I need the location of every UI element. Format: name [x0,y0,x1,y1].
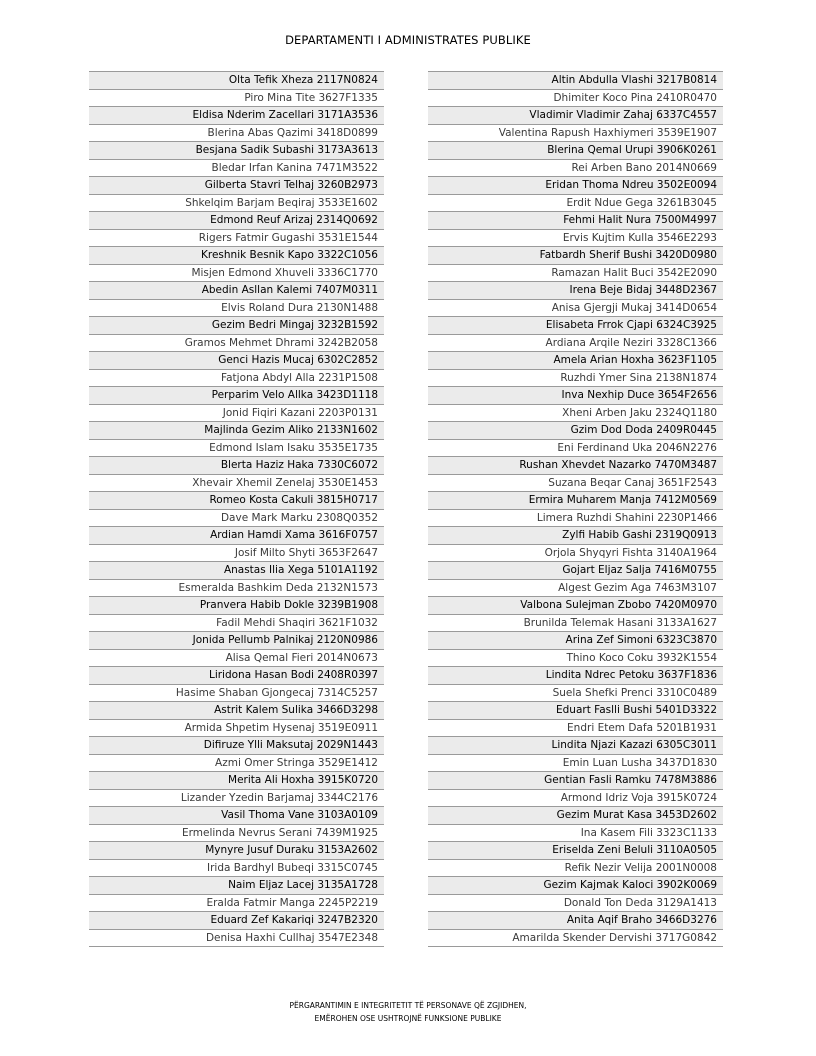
list-row: Rigers Fatmir Gugashi 3531E1544 [89,230,384,248]
list-row: Ervis Kujtim Kulla 3546E2293 [428,230,723,248]
list-row: Eni Ferdinand Uka 2046N2276 [428,440,723,458]
list-row: Ermelinda Nevrus Serani 7439M1925 [89,825,384,843]
list-row: Fatbardh Sherif Bushi 3420D0980 [428,247,723,265]
list-row: Piro Mina Tite 3627F1335 [89,90,384,108]
list-row: Emin Luan Lusha 3437D1830 [428,755,723,773]
list-row: Denisa Haxhi Cullhaj 3547E2348 [89,930,384,948]
list-row: Gojart Eljaz Salja 7416M0755 [428,562,723,580]
list-row: Inva Nexhip Duce 3654F2656 [428,387,723,405]
list-row: Amela Arian Hoxha 3623F1105 [428,352,723,370]
list-row: Edmond Reuf Arizaj 2314Q0692 [89,212,384,230]
list-row: Zylfi Habib Gashi 2319Q0913 [428,527,723,545]
list-row: Dhimiter Koco Pina 2410R0470 [428,90,723,108]
list-row: Vasil Thoma Vane 3103A0109 [89,807,384,825]
list-row: Refik Nezir Velija 2001N0008 [428,860,723,878]
list-row: Suzana Beqar Canaj 3651F2543 [428,475,723,493]
list-row: Elisabeta Frrok Cjapi 6324C3925 [428,317,723,335]
list-row: Endri Etem Dafa 5201B1931 [428,720,723,738]
list-row: Ina Kasem Fili 3323C1133 [428,825,723,843]
list-row: Rushan Xhevdet Nazarko 7470M3487 [428,457,723,475]
list-row: Erdit Ndue Gega 3261B3045 [428,195,723,213]
list-row: Xheni Arben Jaku 2324Q1180 [428,405,723,423]
list-row: Jonida Pellumb Palnikaj 2120N0986 [89,632,384,650]
list-row: Ramazan Halit Buci 3542E2090 [428,265,723,283]
list-row: Anita Aqif Braho 3466D3276 [428,912,723,930]
list-row: Liridona Hasan Bodi 2408R0397 [89,667,384,685]
list-row: Besjana Sadik Subashi 3173A3613 [89,142,384,160]
list-row: Thino Koco Coku 3932K1554 [428,650,723,668]
list-row: Dave Mark Marku 2308Q0352 [89,510,384,528]
list-row: Lindita Ndrec Petoku 3637F1836 [428,667,723,685]
list-row: Eridan Thoma Ndreu 3502E0094 [428,177,723,195]
list-row: Ardian Hamdi Xama 3616F0757 [89,527,384,545]
list-row: Xhevair Xhemil Zenelaj 3530E1453 [89,475,384,493]
list-row: Ruzhdi Ymer Sina 2138N1874 [428,370,723,388]
list-row: Gentian Fasli Ramku 7478M3886 [428,772,723,790]
list-row: Alisa Qemal Fieri 2014N0673 [89,650,384,668]
list-row: Majlinda Gezim Aliko 2133N1602 [89,422,384,440]
list-row: Gzim Dod Doda 2409R0445 [428,422,723,440]
list-row: Blerina Qemal Urupi 3906K0261 [428,142,723,160]
list-row: Lizander Yzedin Barjamaj 3344C2176 [89,790,384,808]
list-row: Irena Beje Bidaj 3448D2367 [428,282,723,300]
list-row: Azmi Omer Stringa 3529E1412 [89,755,384,773]
list-row: Armond Idriz Voja 3915K0724 [428,790,723,808]
list-row: Shkelqim Barjam Beqiraj 3533E1602 [89,195,384,213]
list-row: Orjola Shyqyri Fishta 3140A1964 [428,545,723,563]
list-row: Elvis Roland Dura 2130N1488 [89,300,384,318]
list-row: Jonid Fiqiri Kazani 2203P0131 [89,405,384,423]
list-row: Edmond Islam Isaku 3535E1735 [89,440,384,458]
right-name-list [428,71,723,947]
list-row: Mynyre Jusuf Duraku 3153A2602 [89,842,384,860]
list-row: Hasime Shaban Gjongecaj 7314C5257 [89,685,384,703]
list-row: Fatjona Abdyl Alla 2231P1508 [89,370,384,388]
left-name-list [89,71,384,947]
list-row: Difiruze Ylli Maksutaj 2029N1443 [89,737,384,755]
list-row: Blerina Abas Qazimi 3418D0899 [89,125,384,143]
list-row: Irida Bardhyl Bubeqi 3315C0745 [89,860,384,878]
list-row: Arina Zef Simoni 6323C3870 [428,632,723,650]
list-row: Olta Tefik Xheza 2117N0824 [89,72,384,90]
list-row: Anisa Gjergji Mukaj 3414D0654 [428,300,723,318]
list-row: Bledar Irfan Kanina 7471M3522 [89,160,384,178]
list-row: Fehmi Halit Nura 7500M4997 [428,212,723,230]
list-row: Altin Abdulla Vlashi 3217B0814 [428,72,723,90]
list-row: Astrit Kalem Sulika 3466D3298 [89,702,384,720]
list-row: Blerta Haziz Haka 7330C6072 [89,457,384,475]
list-row: Perparim Velo Allka 3423D1118 [89,387,384,405]
list-row: Amarilda Skender Dervishi 3717G0842 [428,930,723,948]
footer-line-1: PËRGARANTIMIN E INTEGRITETIT TË PERSONAVE QË ZGJIDHEN, [289,1001,527,1010]
list-row: Merita Ali Hoxha 3915K0720 [89,772,384,790]
list-row: Eduard Zef Kakariqi 3247B2320 [89,912,384,930]
page-footer [0,999,816,1025]
list-row: Lindita Njazi Kazazi 6305C3011 [428,737,723,755]
list-row: Gilberta Stavri Telhaj 3260B2973 [89,177,384,195]
list-row: Limera Ruzhdi Shahini 2230P1466 [428,510,723,528]
list-row: Esmeralda Bashkim Deda 2132N1573 [89,580,384,598]
list-row: Ardiana Arqile Neziri 3328C1366 [428,335,723,353]
list-row: Misjen Edmond Xhuveli 3336C1770 [89,265,384,283]
page-title: DEPARTAMENTI I ADMINISTRATES PUBLIKE [285,33,531,47]
list-row: Vladimir Vladimir Zahaj 6337C4557 [428,107,723,125]
list-row: Eduart Faslli Bushi 5401D3322 [428,702,723,720]
list-row: Eldisa Nderim Zacellari 3171A3536 [89,107,384,125]
list-row: Eralda Fatmir Manga 2245P2219 [89,895,384,913]
list-row: Valentina Rapush Haxhiymeri 3539E1907 [428,125,723,143]
list-row: Josif Milto Shyti 3653F2647 [89,545,384,563]
list-row: Anastas Ilia Xega 5101A1192 [89,562,384,580]
list-row: Genci Hazis Mucaj 6302C2852 [89,352,384,370]
list-row: Brunilda Telemak Hasani 3133A1627 [428,615,723,633]
list-row: Armida Shpetim Hysenaj 3519E0911 [89,720,384,738]
list-row: Abedin Asllan Kalemi 7407M0311 [89,282,384,300]
list-row: Suela Shefki Prenci 3310C0489 [428,685,723,703]
list-row: Algest Gezim Aga 7463M3107 [428,580,723,598]
list-row: Gezim Bedri Mingaj 3232B1592 [89,317,384,335]
list-row: Gezim Kajmak Kaloci 3902K0069 [428,877,723,895]
list-row: Pranvera Habib Dokle 3239B1908 [89,597,384,615]
list-row: Gramos Mehmet Dhrami 3242B2058 [89,335,384,353]
list-row: Fadil Mehdi Shaqiri 3621F1032 [89,615,384,633]
list-row: Donald Ton Deda 3129A1413 [428,895,723,913]
footer-line-2: EMËROHEN OSE USHTROJNË FUNKSIONE PUBLIKE [314,1014,502,1023]
list-row: Eriselda Zeni Beluli 3110A0505 [428,842,723,860]
list-row: Rei Arben Bano 2014N0669 [428,160,723,178]
list-row: Romeo Kosta Cakuli 3815H0717 [89,492,384,510]
list-row: Naim Eljaz Lacej 3135A1728 [89,877,384,895]
list-row: Gezim Murat Kasa 3453D2602 [428,807,723,825]
list-row: Valbona Sulejman Zbobo 7420M0970 [428,597,723,615]
list-row: Kreshnik Besnik Kapo 3322C1056 [89,247,384,265]
list-row: Ermira Muharem Manja 7412M0569 [428,492,723,510]
